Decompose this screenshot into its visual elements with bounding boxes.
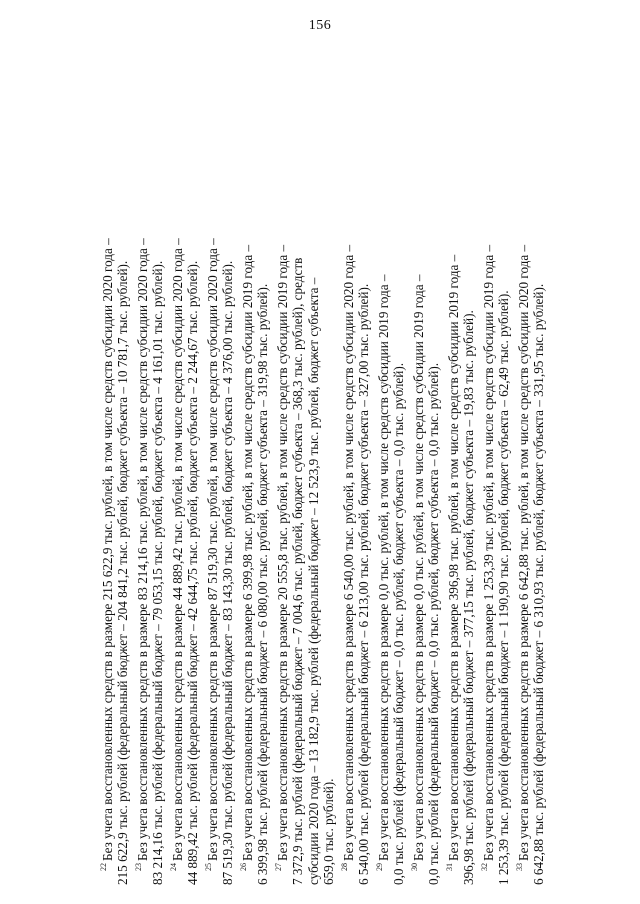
footnote-first-line <box>337 57 356 885</box>
footnote-text: Без учета восстановленных средств в размере 0,0 тыс. рублей, в том числе средств субсидии 2019 года – <box>375 274 391 861</box>
footnote <box>131 57 166 885</box>
footnote-marker: 29 <box>374 863 384 871</box>
footnote-marker: 23 <box>134 863 143 871</box>
footnote-text: Без учета восстановленных средств в размере 0,0 тыс. рублей, в том числе средств субсидии 2019 года – <box>410 274 426 861</box>
footnote-text: Без учета восстановленных средств в размере 6 399,98 тыс. рублей, в том числе средств субсидии 2019 года – <box>240 244 255 861</box>
footnote <box>166 57 201 885</box>
footnote-line <box>220 57 235 885</box>
footnote-first-line <box>372 57 391 885</box>
footnote-text: 0,0 тыс. рублей (федеральный бюджет – 0,0 тыс. рублей, бюджет субъекта – 0,0 тыс. рублей). <box>426 362 442 885</box>
footnote <box>442 57 477 885</box>
footnote-text: 6 540,00 тыс. рублей (федеральный бюджет – 6 213,00 тыс. рублей, бюджет субъекта – 327,00 тыс. рублей). <box>356 283 372 885</box>
footnote-line <box>531 57 546 885</box>
footnote <box>407 57 442 885</box>
footnote-marker: 26 <box>239 863 248 871</box>
footnote <box>477 57 512 885</box>
footnote-text: 215 622,9 тыс. рублей (федеральный бюджет – 204 841,2 тыс. рублей, бюджет субъекта – 10 781,7 тыс. рублей). <box>115 260 131 885</box>
footnote <box>236 57 271 885</box>
page-number: 156 <box>308 18 332 33</box>
footnote-text: 44 889,42 тыс. рублей (федеральный бюджет – 42 644,75 тыс. рублей, бюджет субъекта – 2 244,67 тыс. рублей). <box>185 260 201 885</box>
footnote-line <box>290 57 305 885</box>
footnote-marker: 33 <box>514 863 524 871</box>
footnote <box>372 57 407 885</box>
footnote-text: Без учета восстановленных средств в размере 20 555,8 тыс. рублей, в том числе средств субсидии 2019 года – <box>275 244 290 861</box>
footnote <box>271 57 337 885</box>
footnote-line <box>426 57 441 885</box>
footnote-marker: 28 <box>339 863 349 871</box>
footnote-first-line <box>477 57 496 885</box>
footnote-text: Без учета восстановленных средств в размере 6 540,00 тыс. рублей, в том числе средств субсидии 2020 года – <box>340 244 356 861</box>
footnote-marker: 30 <box>409 863 419 871</box>
footnote-first-line <box>166 57 185 885</box>
footnote-text: 7 372,9 тыс. рублей (федеральный бюджет – 7 004,6 тыс. рублей, бюджет субъекта – 368,3 тыс. рублей), средств <box>290 257 306 885</box>
footnote <box>201 57 236 885</box>
footnote-text: 659,0 тыс. рублей). <box>321 778 337 885</box>
footnote-line <box>321 57 336 885</box>
footnote-first-line <box>201 57 220 885</box>
footnote-marker: 27 <box>274 863 283 871</box>
footnote-marker: 22 <box>99 863 108 871</box>
footnote-text: Без учета восстановленных средств в размере 83 214,16 тыс. рублей, в том числе средств субсидии 2020 года – <box>135 238 150 861</box>
footnote-text: 6 399,98 тыс. рублей (федеральный бюджет – 6 080,00 тыс. рублей, бюджет субъекта – 319,98 тыс. рублей). <box>255 283 271 885</box>
footnote-marker: 32 <box>479 863 489 871</box>
footnote-line <box>496 57 511 885</box>
footnote-line <box>306 57 321 885</box>
footnote-first-line <box>442 57 461 885</box>
footnote-text: 83 214,16 тыс. рублей (федеральный бюджет – 79 053,15 тыс. рублей, бюджет субъекта – 4 161,01 тыс. рублей). <box>150 260 166 885</box>
footnote-text: Без учета восстановленных средств в размере 1 253,39 тыс. рублей, в том числе средств субсидии 2019 года – <box>480 244 496 861</box>
footnote <box>337 57 372 885</box>
footnote-first-line <box>236 57 255 885</box>
footnote-line <box>391 57 406 885</box>
footnote-line <box>150 57 165 885</box>
footnote-first-line <box>271 57 290 885</box>
footnote-text: Без учета восстановленных средств в размере 396,98 тыс. рублей, в том числе средств субсидии 2019 года – <box>445 254 461 861</box>
footnote-text: субсидии 2020 года – 13 182,9 тыс. рублей (федеральный бюджет – 12 523,9 тыс. рублей, бюджет субъекта – <box>305 277 321 885</box>
footnote-first-line <box>131 57 150 885</box>
footnote-text: 1 253,39 тыс. рублей (федеральный бюджет – 1 190,90 тыс. рублей, бюджет субъекта – 62,49 тыс. рублей). <box>496 290 512 885</box>
footnote-text: Без учета восстановленных средств в размере 44 889,42 тыс. рублей, в том числе средств субсидии 2020 года – <box>170 238 185 861</box>
footnote-marker: 31 <box>444 863 454 871</box>
footnote-line <box>461 57 476 885</box>
footnote-first-line <box>512 57 531 885</box>
footnote-text: 396,98 тыс. рублей (федеральный бюджет – 377,15 тыс. рублей, бюджет субъекта – 19,83 тыс. рублей). <box>461 310 477 885</box>
footnote-line <box>356 57 371 885</box>
footnote <box>96 57 131 885</box>
footnote-text: Без учета восстановленных средств в размере 6 642,88 тыс. рублей, в том числе средств субсидии 2020 года – <box>515 244 531 861</box>
footnote-text: Без учета восстановленных средств в размере 87 519,30 тыс. рублей, в том числе средств субсидии 2020 года – <box>205 238 220 861</box>
footnote-marker: 25 <box>204 863 213 871</box>
footnote-first-line <box>96 57 115 885</box>
footnote-marker: 24 <box>169 863 178 871</box>
footnote-text: 6 642,88 тыс. рублей (федеральный бюджет – 6 310,93 тыс. рублей, бюджет субъекта – 331,95 тыс. рублей). <box>531 283 547 885</box>
footnote-text: 0,0 тыс. рублей (федеральный бюджет – 0,0 тыс. рублей, бюджет субъекта – 0,0 тыс. рублей). <box>391 362 407 885</box>
footnotes-block <box>96 57 552 885</box>
footnote-line <box>255 57 270 885</box>
footnote-first-line <box>407 57 426 885</box>
footnote-line <box>185 57 200 885</box>
footnote <box>512 57 547 885</box>
footnote-text: 87 519,30 тыс. рублей (федеральный бюджет – 83 143,30 тыс. рублей, бюджет субъекта – 4 376,00 тыс. рублей). <box>220 260 236 885</box>
footnote-text: Без учета восстановленных средств в размере 215 622,9 тыс. рублей, в том числе средств субсидии 2020 года – <box>100 238 115 861</box>
footnote-line <box>115 57 130 885</box>
